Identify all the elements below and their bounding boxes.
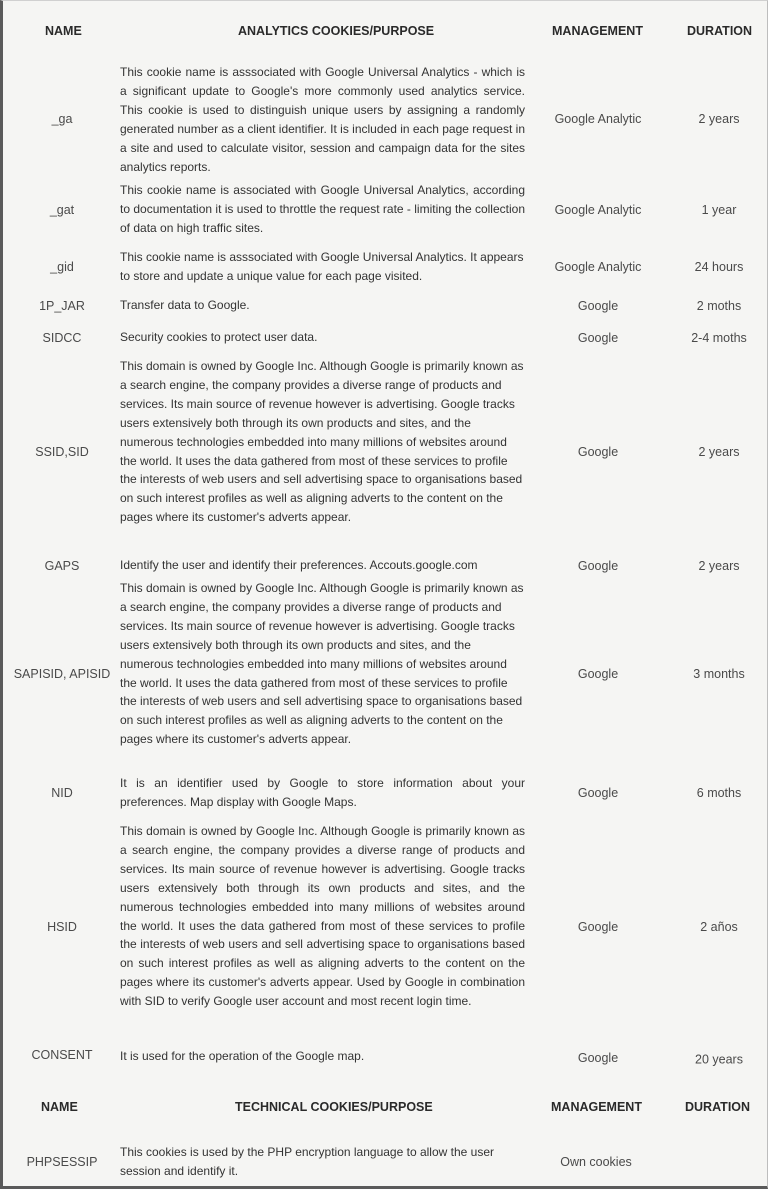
- cookie-duration: 2-4 moths: [691, 331, 747, 345]
- header-name: NAME: [41, 1100, 78, 1114]
- cookie-name: NID: [51, 786, 73, 800]
- cookie-name: _ga: [51, 112, 73, 126]
- cookie-purpose: It is used for the operation of the Google map.: [120, 1049, 365, 1063]
- cookie-management: Google: [577, 559, 619, 573]
- cookie-name: _gat: [49, 202, 75, 217]
- cookie-duration: 20 years: [695, 1052, 743, 1067]
- cookie-purpose: This domain is owned by Google Inc. Although Google is primarily known as a search engine, the company provides a diverse range of products and services. Its main source of revenue however is advertising. Google tracks users extensively both through its own products and sites, and the numerous technologies embedded into many millions of websites around the world. It uses the data gathered from most of these services to profile the interests of web users and sell advertising space to organisations based on such interest profiles as well as aligning adverts to the content on the pages where its customer's adverts appear. Used by Google in combination with SID to verify Google user account and most recent login time.: [120, 824, 525, 1009]
- cookie-duration: 24 hours: [694, 260, 744, 274]
- cookie-row: [3, 328, 768, 348]
- cookie-name: GAPS: [44, 559, 80, 573]
- cookie-name: PHPSESSIP: [26, 1155, 98, 1169]
- technical-table-header: [3, 1097, 768, 1119]
- cookie-management: Google: [577, 786, 619, 800]
- cookie-management: Google Analytic: [554, 202, 642, 217]
- header-purpose: TECHNICAL COOKIES/PURPOSE: [235, 1100, 433, 1114]
- cookie-management: Own cookies: [560, 1155, 632, 1169]
- cookie-management: Google: [577, 331, 619, 345]
- header-management: MANAGEMENT: [551, 1100, 642, 1114]
- header-purpose: ANALYTICS COOKIES/PURPOSE: [238, 24, 435, 38]
- cookie-duration: 3 months: [693, 666, 745, 681]
- cookie-row: [3, 296, 768, 316]
- cookie-row: [3, 63, 768, 175]
- cookie-purpose: This domain is owned by Google Inc. Although Google is primarily known as a search engine, the company provides a diverse range of products and services. Its main source of revenue however is advertising. Google tracks users extensively both through its own products and sites, and the numerous technologies embedded into many millions of websites around the world. It uses the data gathered from most of these services to profile the interests of web users and sell advertising space to organisations based on such interest profiles as well as aligning adverts to the content on the pages where its customer's adverts appear.: [120, 359, 524, 525]
- cookie-purpose: Identify the user and identify their preferences. Accouts.google.com: [120, 558, 478, 572]
- cookie-duration: 2 moths: [696, 299, 742, 313]
- cookie-management: Google: [577, 444, 619, 459]
- cookie-row: [3, 1143, 768, 1181]
- cookie-purpose: This cookies is used by the PHP encryption language to allow the user session and identify it.: [120, 1145, 494, 1178]
- cookie-duration: 2 years: [698, 444, 740, 459]
- cookie-name: 1P_JAR: [39, 299, 85, 313]
- cookie-duration: 2 años: [700, 919, 738, 934]
- header-name: NAME: [45, 24, 82, 38]
- cookie-duration: 2 years: [698, 112, 740, 126]
- cookie-name: _gid: [50, 260, 74, 274]
- cookie-management: Google: [577, 666, 619, 681]
- cookie-purpose: This cookie name is asssociated with Google Universal Analytics. It appears to store and update a unique value for each page visited.: [120, 250, 524, 283]
- cookie-purpose: Transfer data to Google.: [120, 298, 250, 312]
- header-management: MANAGEMENT: [552, 24, 643, 38]
- cookie-row: [3, 556, 768, 576]
- cookie-management: Google Analytic: [554, 260, 642, 274]
- cookie-duration: 1 year: [701, 202, 737, 217]
- cookie-row: [3, 357, 768, 546]
- cookie-name: SSID,SID: [35, 444, 89, 459]
- cookie-purpose: This cookie name is asssociated with Google Universal Analytics - which is a significant update to Google's more commonly used analytics service. This cookie is used to distinguish unique users by assigning a randomly generated number as a client identifier. It is included in each page request in a site and used to calculate visitor, session and campaign data for the sites analytics reports.: [120, 65, 525, 174]
- header-duration: DURATION: [685, 1100, 751, 1114]
- analytics-table-header: [3, 21, 768, 43]
- cookie-name: SAPISID, APISID: [13, 666, 111, 681]
- cookie-management: Google: [577, 299, 619, 313]
- cookie-name: SIDCC: [42, 331, 82, 345]
- cookie-row: [3, 181, 768, 238]
- cookie-management: Google: [577, 1051, 619, 1065]
- header-duration: DURATION: [687, 24, 753, 38]
- cookie-management: Google Analytic: [554, 112, 642, 126]
- cookie-row: [3, 579, 768, 768]
- cookie-row: [3, 774, 768, 812]
- cookie-duration: 2 years: [698, 559, 740, 573]
- cookie-row: [3, 248, 768, 286]
- cookie-purpose: It is an identifier used by Google to store information about your preferences. Map display with Google Maps.: [120, 776, 525, 809]
- cookie-duration: 6 moths: [696, 786, 742, 800]
- cookie-purpose: This domain is owned by Google Inc. Although Google is primarily known as a search engine, the company provides a diverse range of products and services. Its main source of revenue however is advertising. Google tracks users extensively both through its own products and sites, and the numerous technologies embedded into many millions of websites around the world. It uses the data gathered from most of these services to profile the interests of web users and sell advertising space to organisations based on such interest profiles as well as aligning adverts to the content on the pages where its customer's adverts appear.: [120, 581, 524, 747]
- cookie-purpose: This cookie name is associated with Google Universal Analytics, according to documentation it is used to throttle the request rate - limiting the collection of data on high traffic sites.: [120, 183, 525, 235]
- cookie-purpose: Security cookies to protect user data.: [120, 330, 318, 344]
- cookie-row: [3, 822, 768, 1031]
- cookie-name: HSID: [47, 919, 77, 934]
- cookie-name: CONSENT: [31, 1048, 93, 1063]
- cookie-row: [3, 1047, 768, 1069]
- cookie-management: Google: [577, 919, 619, 934]
